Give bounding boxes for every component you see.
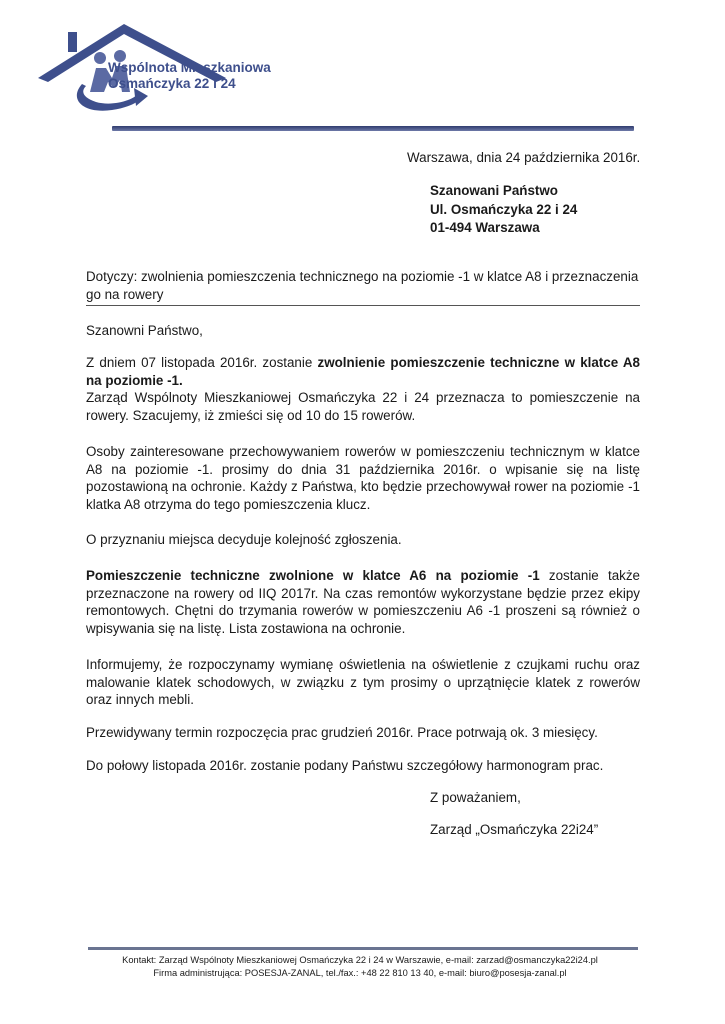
recipient-address (430, 182, 577, 238)
paragraph-1-text (86, 354, 640, 389)
letter-closing: Z poważaniem, (430, 790, 521, 805)
letter-subject: Dotyczy: zwolnienia pomieszczenia technicznego na poziomie -1 w klatce A8 i przeznaczenia go na rowery (86, 268, 640, 306)
paragraph-4 (86, 567, 640, 637)
paragraph-2 (86, 443, 640, 513)
paragraph-3: O przyznaniu miejsca decyduje kolejność zgłoszenia. (86, 532, 402, 547)
organization-name-line2: Osmańczyka 22 i 24 (108, 76, 236, 91)
paragraph-2-text: Osoby zainteresowane przechowywaniem rowerów w pomieszczeniu technicznym w klatce A8 na poziomie -1. prosimy do dnia 31 października 2016r. o wpisanie się na listę pozostawioną na ochronie. Każdy z Państwa, kto będzie przechowywał rower na poziomie -1 klatka A8 otrzyma do tego pomieszczenia klucz. (86, 444, 640, 512)
footer-admin-line: Firma administrująca: POSESJA-ZANAL, tel./fax.: +48 22 810 13 40, e-mail: biuro@posesja-zanal.pl (153, 968, 567, 978)
letter-date: Warszawa, dnia 24 października 2016r. (407, 150, 641, 165)
letter-greeting: Szanowni Państwo, (86, 323, 203, 338)
paragraph-5-text: Informujemy, że rozpoczynamy wymianę oświetlenia na oświetlenie z czujkami ruchu oraz malowanie klatek schodowych, w związku z tym prosimy o uprzątnięcie klatek z rowerów oraz innych mebli. (86, 657, 640, 707)
footer-divider (88, 947, 638, 950)
paragraph-7: Do połowy listopada 2016r. zostanie podany Państwu szczegółowy harmonogram prac. (86, 758, 604, 773)
recipient-line-1: Szanowani Państwo (430, 183, 558, 198)
paragraph-5 (86, 656, 640, 709)
paragraph-6: Przewidywany termin rozpoczęcia prac grudzień 2016r. Prace potrwają ok. 3 miesięcy. (86, 725, 598, 740)
recipient-line-2: Ul. Osmańczyka 22 i 24 (430, 201, 578, 217)
paragraph-4-bold: Pomieszczenie techniczne zwolnione w klatce A6 na poziomie -1 (86, 568, 540, 583)
recipient-line-3: 01-494 Warszawa (430, 220, 540, 235)
organization-name (108, 60, 271, 92)
footer-contact-line: Kontakt: Zarząd Wspólnoty Mieszkaniowej Osmańczyka 22 i 24 w Warszawie, e-mail: zarzad@osmanczyka22i24.pl (122, 955, 598, 965)
header-divider (112, 126, 634, 131)
paragraph-1 (86, 354, 640, 424)
paragraph-1-bold: zwolnienie pomieszczenie techniczne w klatce A8 na poziomie -1. (86, 355, 640, 388)
paragraph-4-rest: zostanie także przeznaczone na rowery od IIQ 2017r. Na czas remontów wykorzystane będzie przez ekipy remontowych. Chętni do trzymania rowerów w pomieszczeniu A6 -1 proszeni są również o wpisywania się na listę. Lista zostawiona na ochronie. (86, 568, 640, 636)
paragraph-1-start: Z dniem 07 listopada 2016r. zostanie (86, 355, 318, 370)
letter-signature: Zarząd „Osmańczyka 22i24” (430, 822, 599, 837)
organization-name-line1: Wspólnota Mieszkaniowa (108, 60, 271, 75)
paragraph-4-text (86, 567, 640, 637)
paragraph-1-rest: Zarząd Wspólnoty Mieszkaniowej Osmańczyka 22 i 24 przeznacza to pomieszczenie na rowery. Szacujemy, iż zmieści się od 10 do 15 rowerów. (86, 390, 640, 423)
